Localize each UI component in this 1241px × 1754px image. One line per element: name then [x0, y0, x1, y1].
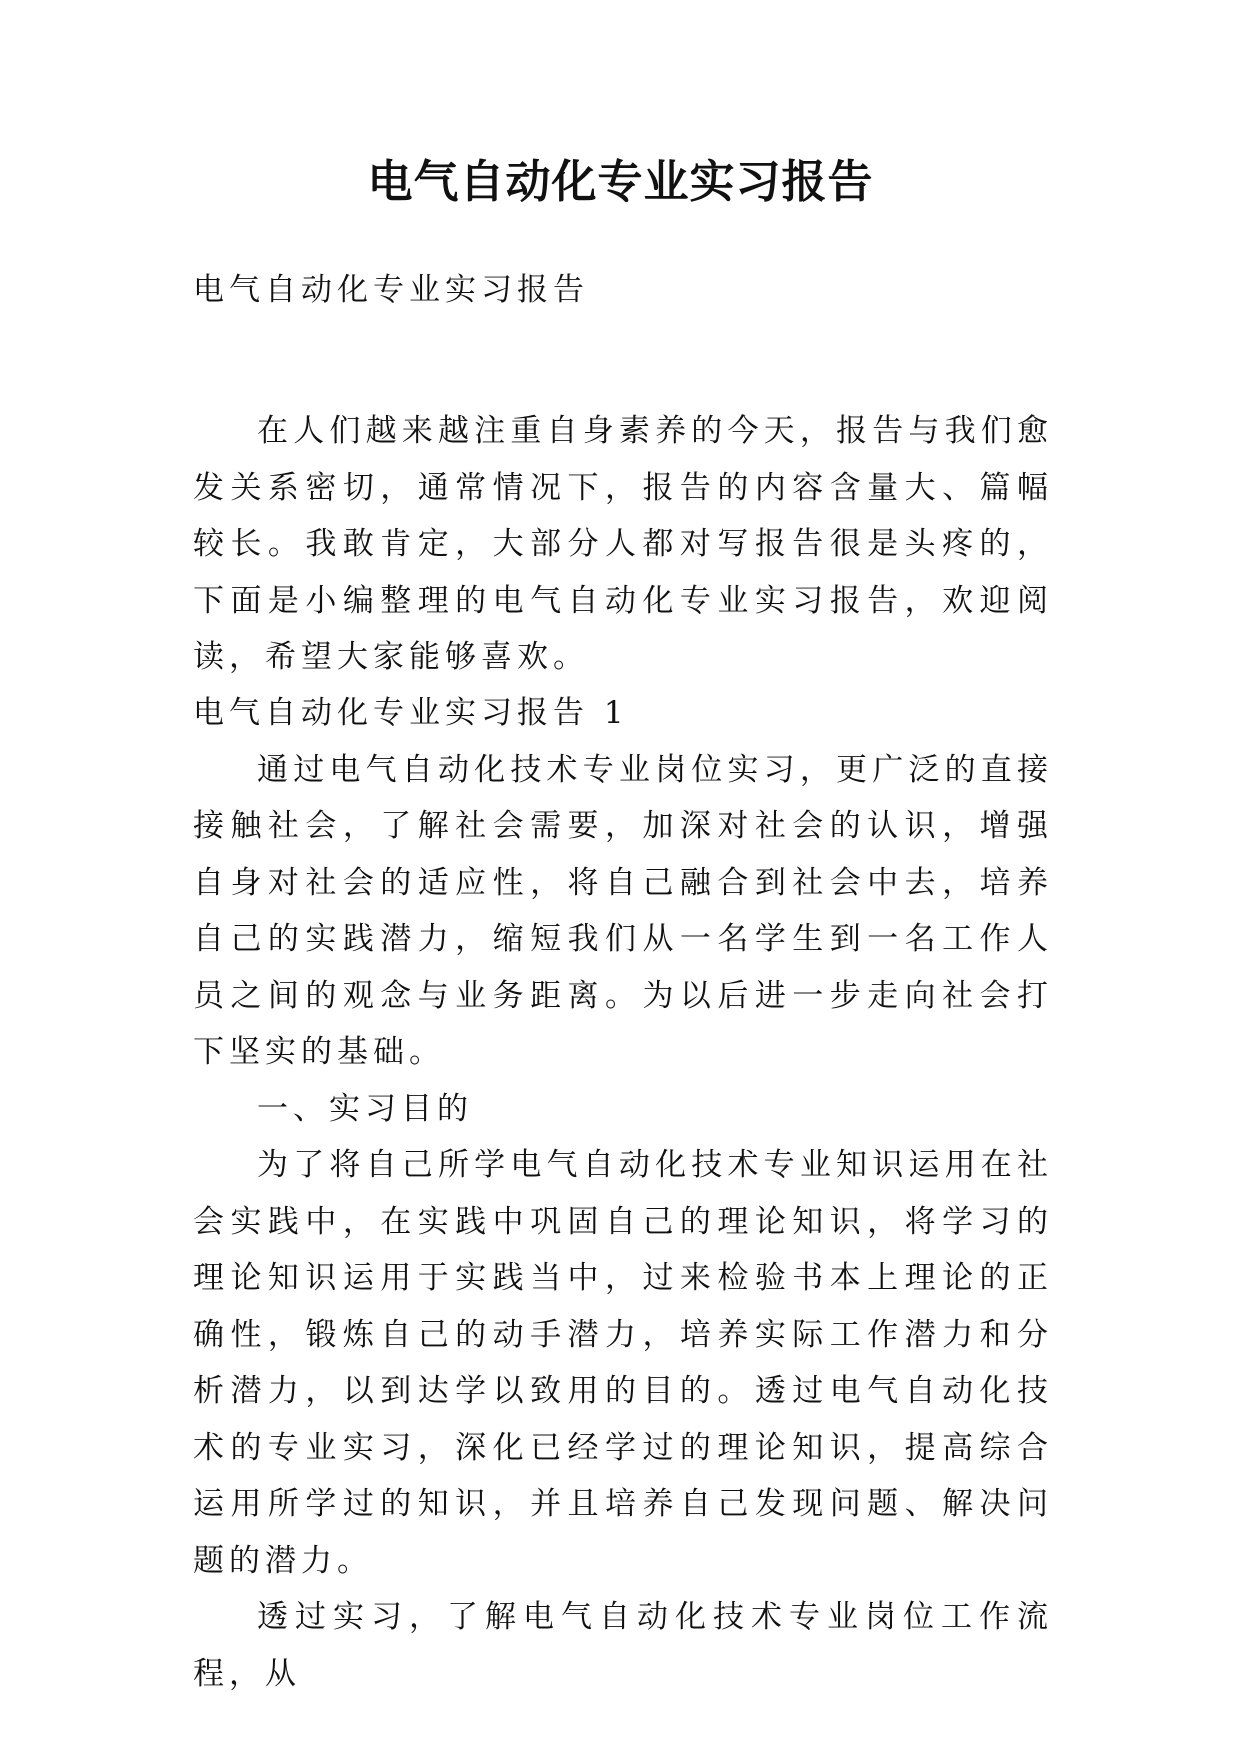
section-heading: 电气自动化专业实习报告 1: [193, 695, 629, 731]
section-1-block: [193, 685, 1053, 1702]
intro-paragraph: 在人们越来越注重自身素养的今天，报告与我们愈发关系密切，通常情况下，报告的内容含量大、篇幅较长。我敢肯定，大部分人都对写报告很是头疼的，下面是小编整理的电气自动化专业实习报告，欢迎阅读，希望大家能够喜欢。: [193, 413, 1053, 675]
subheading-purpose: 一、实习目的: [257, 1090, 473, 1127]
document-title: 电气自动化专业实习报告: [367, 155, 874, 208]
paragraph-2: 为了将自己所学电气自动化技术专业知识运用在社会实践中，在实践中巩固自己的理论知识，将学习的理论知识运用于实践当中，过来检验书本上理论的正确性，锻炼自己的动手潜力，培养实际工作潜力和分析潜力，以到达学以致用的目的。透过电气自动化技术的专业实习，深化已经学过的理论知识，提高综合运用所学过的知识，并且培养自己发现问题、解决问题的潜力。: [193, 1147, 1053, 1579]
document-subtitle-block: [193, 262, 1053, 319]
paragraph-3: 透过实习，了解电气自动化技术专业岗位工作流程，从: [193, 1599, 1053, 1692]
paragraph-1: 通过电气自动化技术专业岗位实习，更广泛的直接接触社会，了解社会需要，加深对社会的认识，增强自身对社会的适应性，将自己融合到社会中去，培养自己的实践潜力，缩短我们从一名学生到一名工作人员之间的观念与业务距离。为以后进一步走向社会打下坚实的基础。: [193, 751, 1053, 1070]
intro-block: [193, 403, 1053, 686]
document-subtitle: 电气自动化专业实习报告: [193, 272, 589, 308]
